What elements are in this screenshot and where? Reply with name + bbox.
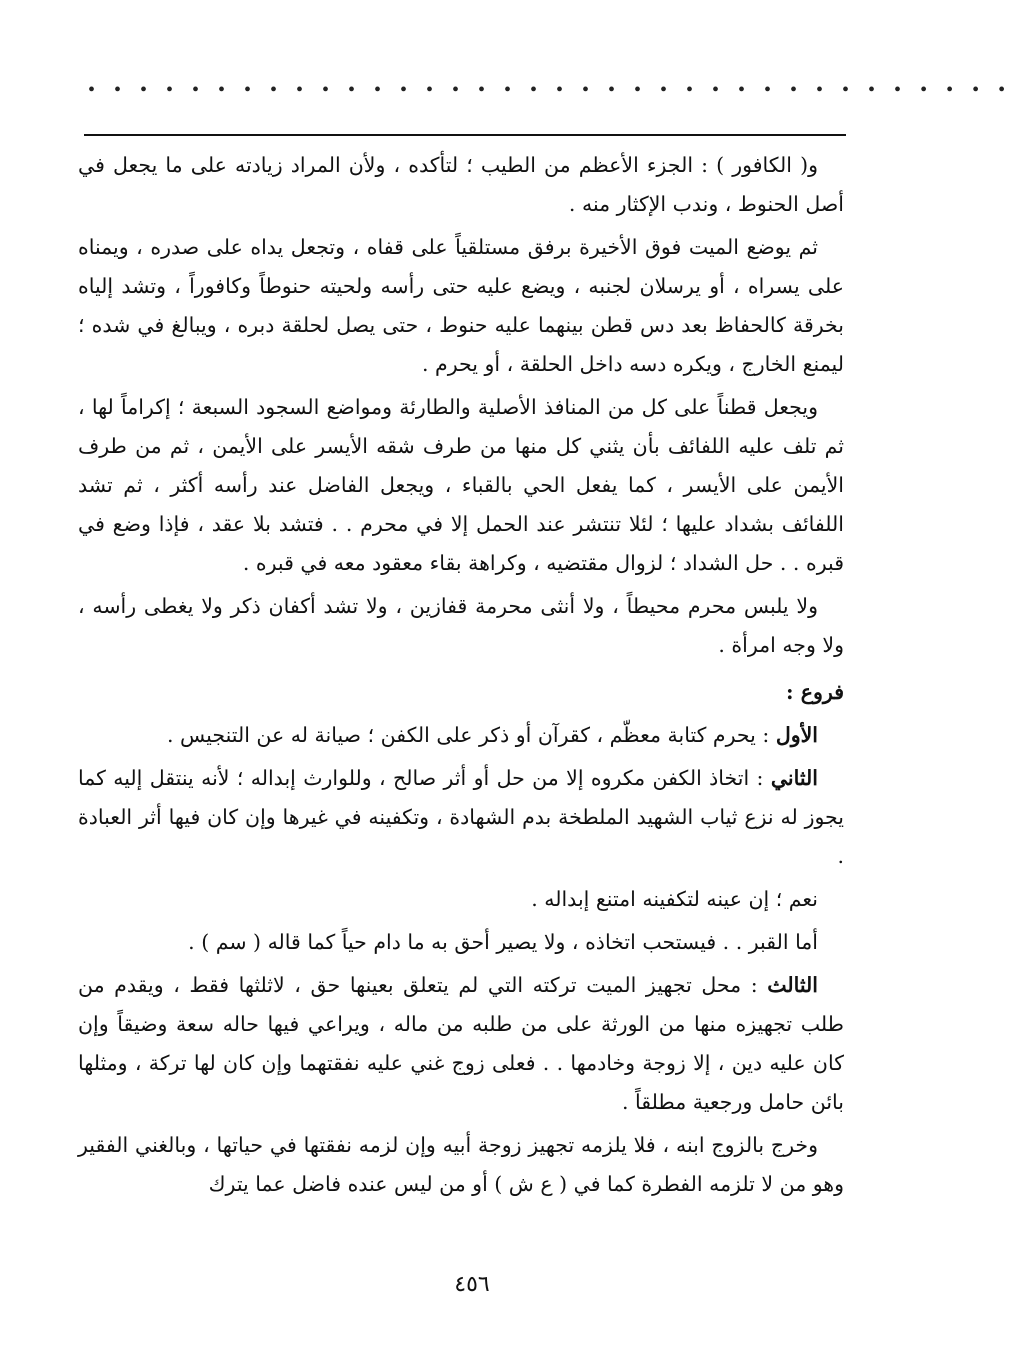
header-rule (84, 134, 846, 136)
item-first-text: : يحرم كتابة معظّم ، كقرآن أو ذكر على الكفن ؛ صيانة له عن التنجيس . (167, 723, 776, 747)
page-number: ٤٥٦ (454, 1272, 490, 1297)
page-body (78, 146, 844, 1208)
item-third (78, 966, 844, 1122)
header-dotted-ornament: • • • • • • • • • • • • • • • • • • • • • • • • • • • • • • • • • • • • (88, 79, 1012, 101)
paragraph-final: وخرج بالزوج ابنه ، فلا يلزمه تجهيز زوجة أبيه وإن لزمه نفقتها في حياتها ، وبالغني الفقير وهو من لا تلزمه الفطرة كما في ( ع ش ) أو من ليس عنده فاضل عما يترك (78, 1133, 844, 1196)
item-second (78, 759, 844, 876)
item-first (78, 716, 844, 755)
section-heading-furu: فروع : (786, 680, 844, 704)
item-third-text: : محل تجهيز الميت تركته التي لم يتعلق بعينها حق ، لاثلثها فقط ، ويقدم من طلب تجهيزه منها من الورثة على من طلبه من ماله ، ويراعي فيها حاله سعة وضيقاً وإن كان عليه دين ، إلا زوجة وخادمها . . فعلى زوج غني عليه نفقتهما وإن كان لها تركة ، ومثلها بائن حامل ورجعية مطلقاً . (78, 973, 844, 1114)
item-first-lead: الأول (775, 723, 818, 747)
paragraph-muhrim: ولا يلبس محرم محيطاً ، ولا أنثى محرمة قفازين ، ولا تشد أكفان ذكر ولا يغطى رأسه ، ولا وجه امرأة . (78, 594, 844, 657)
paragraph-placing-deceased: ثم يوضع الميت فوق الأخيرة برفق مستلقياً على قفاه ، وتجعل يداه على صدره ، ويمناه على يسراه ، أو يرسلان لجنبه ، ويضع عليه حتى رأسه ولحيته حنوطاً وكافوراً ، وتشد إلياه بخرقة كالحفاظ بعد دس قطن بينهما عليه حنوط ، حتى يصل لحلقة دبره ، ويبالغ في شده ؛ ليمنع الخارج ، ويكره دسه داخل الحلقة ، أو يحرم . (78, 235, 844, 376)
note-grave: أما القبر . . فيستحب اتخاذه ، ولا يصير أحق به ما دام حياً كما قاله ( سم ) . (188, 930, 818, 954)
item-second-lead: الثاني (770, 766, 818, 790)
note-naam: نعم ؛ إن عينه لتكفينه امتنع إبداله . (531, 887, 818, 911)
item-third-lead: الثالث (767, 973, 818, 997)
paragraph-wrapping: ويجعل قطناً على كل من المنافذ الأصلية والطارئة ومواضع السجود السبعة ؛ إكراماً لها ، ثم تلف عليه اللفائف بأن يثني كل منها من طرف شقه الأيسر على الأيمن ، ثم من طرف الأيمن على الأيسر ، كما يفعل الحي بالقباء ، ويجعل الفاضل عند رأسه أكثر ، ثم تشد اللفائف بشداد عليها ؛ لئلا تنتشر عند الحمل إلا في محرم . . فتشد بلا عقد ، فإذا وضع في قبره . . حل الشداد ؛ لزوال مقتضيه ، وكراهة بقاء معقود معه في قبره . (78, 395, 844, 575)
item-second-text: : اتخاذ الكفن مكروه إلا من حل أو أثر صالح ، وللوارث إبداله ؛ لأنه ينتقل إليه كما يجوز له نزع ثياب الشهيد الملطخة بدم الشهادة ، وتكفينه في غيرها وإن كان فيها أثر العبادة . (78, 766, 844, 868)
paragraph-camphor: و( الكافور ) : الجزء الأعظم من الطيب ؛ لتأكده ، ولأن المراد زيادته على ما يجعل في أصل الحنوط ، وندب الإكثار منه . (78, 153, 844, 216)
